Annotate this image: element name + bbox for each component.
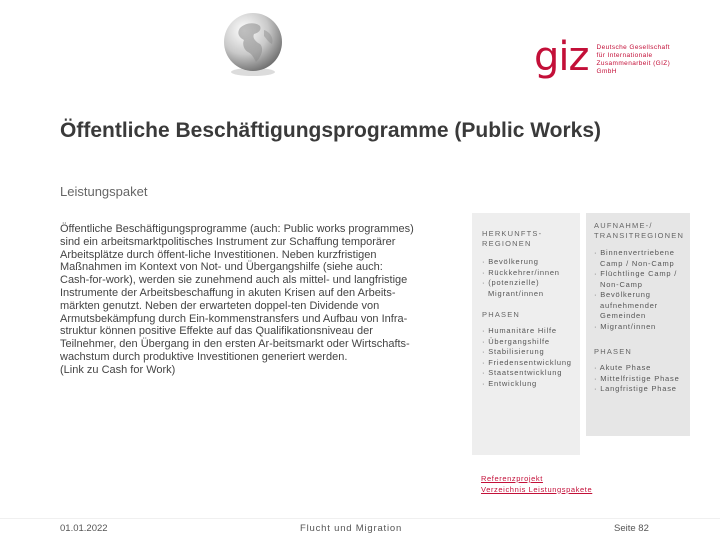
aufnahme-phases-list	[592, 363, 690, 395]
list-item: · Friedensentwicklung	[482, 357, 572, 367]
list-item: · Stabilisierung	[482, 347, 545, 356]
list-item: · Staatsentwicklung	[482, 368, 563, 377]
page-title: Öffentliche Beschäftigungsprogramme (Public Works)	[60, 119, 602, 142]
footer-topic: Flucht und Migration	[300, 523, 403, 534]
aufnahme-box	[586, 213, 690, 436]
herkunft-box	[472, 213, 580, 455]
list-item: · Langfristige Phase	[594, 384, 677, 393]
herkunft-phases-heading: PHASEN	[482, 310, 521, 319]
list-item: · Mittelfristige Phase	[594, 373, 680, 383]
footer-divider	[0, 518, 720, 519]
package-directory-link[interactable]: Verzeichnis Leistungspakete	[481, 484, 593, 494]
list-item: · Binnenvertriebene Camp / Non-Camp	[594, 248, 675, 268]
list-item: · Bevölkerung aufnehmender Gemeinden	[594, 290, 658, 320]
herkunft-heading: HERKUNFTS- REGIONEN	[482, 229, 543, 248]
aufnahme-list	[592, 248, 690, 332]
links-block	[481, 474, 592, 495]
reference-project-link[interactable]: Referenzprojekt	[481, 474, 543, 483]
globe-image	[218, 8, 288, 78]
footer-date: 01.01.2022	[60, 523, 108, 534]
list-item: · Übergangshilfe	[482, 336, 550, 346]
list-item: · Rückkehrer/innen	[482, 267, 560, 277]
footer-page-number: Seite 82	[614, 523, 649, 534]
list-item: · Humanitäre Hilfe	[482, 326, 557, 335]
herkunft-list	[480, 257, 578, 299]
list-item: · Migrant/innen	[594, 321, 657, 331]
logo-mark: giz	[534, 34, 589, 80]
aufnahme-heading: AUFNAHME-/ TRANSITREGIONEN	[594, 221, 685, 240]
logo-text: Deutsche Gesellschaft für Internationale Zusammenarbeit (GIZ) GmbH	[596, 44, 671, 75]
list-item: · Entwicklung	[482, 378, 538, 388]
list-item: · Bevölkerung	[482, 257, 539, 266]
list-item: · Akute Phase	[594, 363, 652, 372]
list-item: · Flüchtlinge Camp / Non-Camp	[594, 269, 678, 289]
aufnahme-phases-heading: PHASEN	[594, 347, 633, 356]
herkunft-phases-list	[480, 326, 578, 389]
page-subtitle: Leistungspaket	[60, 184, 148, 199]
list-item: · (potenzielle) Migrant/innen	[482, 278, 544, 298]
body-text: Öffentliche Beschäftigungsprogramme (auch: Public works programmes) sind ein arbeitsmarktpolitisches Instrument zur Schaffung temporärer Arbeitsplätze durch öffent-liche Investitionen. Neben kurzfristigen Maßnahmen im Kontext von Not- und Übergangshilfe (siehe auch: Cash-for-work), werden sie zunehmend auch als mittel- und langfristige Instrumente der Arbeitsbeschaffung in akuten Krisen auf den Arbeits- märkten genutzt. Neben der erwarteten doppel-ten Dividende von Armutsbekämpfung durch Ein-kommenstransfers und Aufbau von Infra- struktur können positive Effekte auf das Qualifikationsniveau der Teilnehmer, den Übergang in den ersten Ar-beitsmarkt oder Wirtschafts- wachstum durch produktive Investitionen generiert werden. (Link zu Cash for Work)	[60, 223, 414, 376]
giz-logo	[534, 34, 687, 80]
